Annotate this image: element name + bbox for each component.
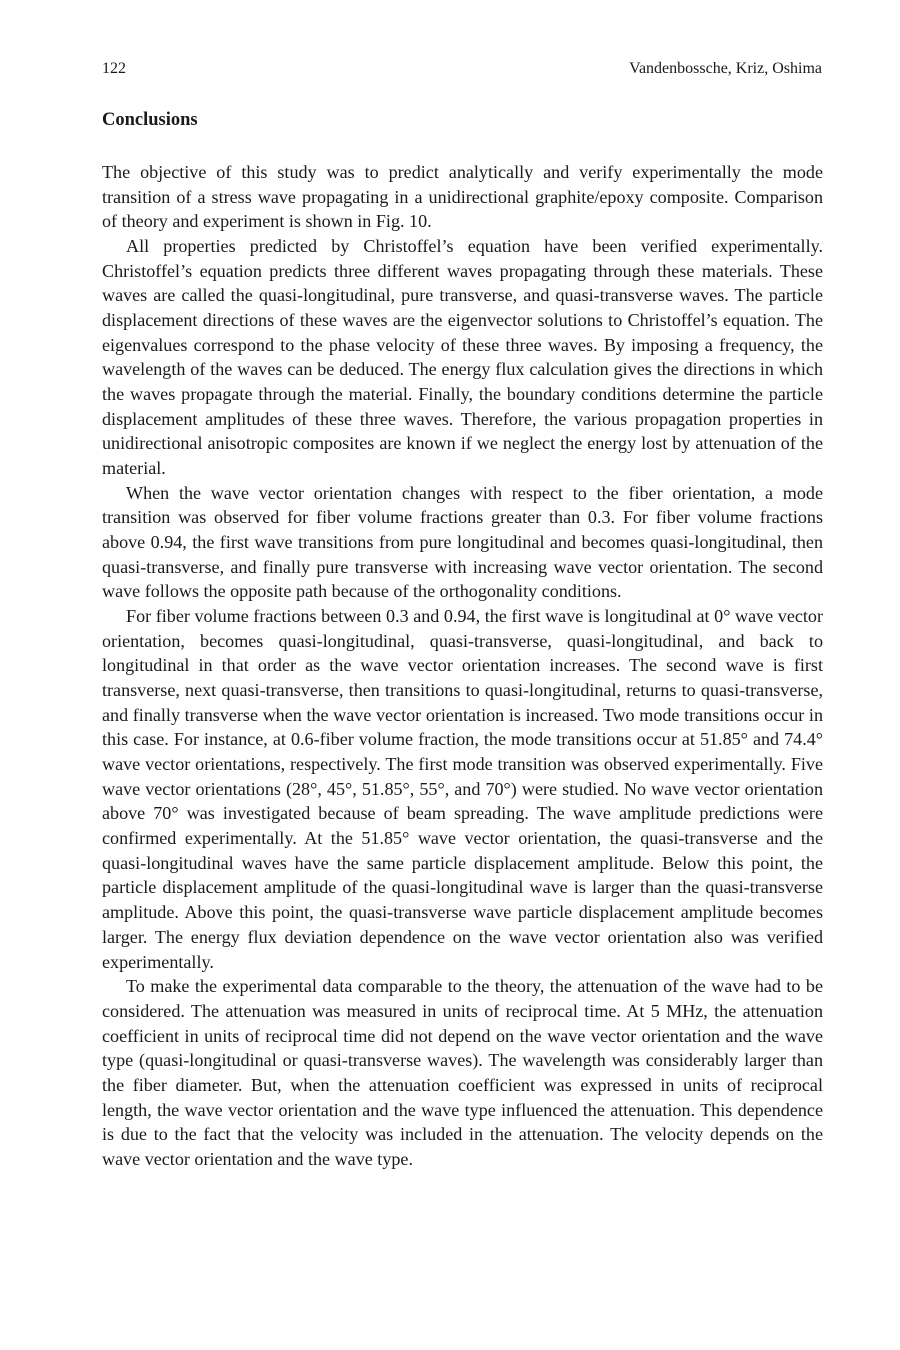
paragraph: When the wave vector orientation changes with respect to the fiber orientation, a mode transition was observed for fiber volume fractions greater than 0.3. For fiber volume fractions above 0.94, the first wave transitions from pure longitudinal and becomes quasi-longitudinal, then quasi-transverse, and finally pure transverse with increasing wave vector orientation. The second wave follows the opposite path because of the orthogonality conditions. — [102, 482, 823, 602]
paragraph: To make the experimental data comparable to the theory, the attenuation of the wave had to be considered. The attenuation was measured in units of reciprocal time. At 5 MHz, the attenuation coefficient in units of reciprocal time did not depend on the wave vector orientation and the wave type (quasi-longitudinal or quasi-transverse waves). The wavelength was considerably larger than the fiber diameter. But, when the attenuation coefficient was expressed in units of reciprocal length, the wave vector orientation and the wave type influenced the attenuation. This dependence is due to the fact that the velocity was included in the attenuation. The velocity depends on the wave vector orientation and the wave type. — [102, 976, 823, 1169]
running-header — [102, 60, 822, 82]
section-body — [102, 160, 823, 1172]
running-head-authors: Vandenbossche, Kriz, Oshima — [629, 60, 822, 77]
paragraph: The objective of this study was to predict analytically and verify experimentally the mode transition of a stress wave propagating in a unidirectional graphite/epoxy composite. Comparison of theory and experiment is shown in Fig. 10. — [102, 162, 823, 232]
paragraph: For fiber volume fractions between 0.3 and 0.94, the first wave is longitudinal at 0° wave vector orientation, becomes quasi-longitudinal, quasi-transverse, quasi-longitudinal, and back to longitudinal in that order as the wave vector orientation increases. The second wave is first transverse, next quasi-transverse, then transitions to quasi-longitudinal, returns to quasi-transverse, and finally transverse when the wave vector orientation is increased. Two mode transitions occur in this case. For instance, at 0.6-fiber volume fraction, the mode transitions occur at 51.85° and 74.4° wave vector orientations, respectively. The first mode transition was observed experimentally. Five wave vector orientations (28°, 45°, 51.85°, 55°, and 70°) were studied. No wave vector orientation above 70° was investigated because of beam spreading. The wave amplitude predictions were confirmed experimentally. At the 51.85° wave vector orientation, the quasi-transverse and the quasi-longitudinal waves have the same particle displacement amplitude. Below this point, the particle displacement amplitude of the quasi-longitudinal wave is larger than the quasi-transverse amplitude. Above this point, the quasi-transverse wave particle displacement amplitude becomes larger. The energy flux deviation dependence on the wave vector orientation also was verified experimentally. — [102, 606, 823, 972]
section-heading: Conclusions — [102, 110, 198, 130]
paragraph: All properties predicted by Christoffel’s equation have been verified experimentally. Christoffel’s equation predicts three different waves propagating through these materials. These waves are called the quasi-longitudinal, pure transverse, and quasi-transverse waves. The particle displacement directions of these waves are the eigenvector solutions to Christoffel’s equation. The eigenvalues correspond to the phase velocity of these three waves. By imposing a frequency, the wavelength of the waves can be deduced. The energy flux calculation gives the directions in which the waves propagate through the material. Finally, the boundary conditions determine the particle displacement amplitudes of these three waves. Therefore, the various propagation properties in unidirectional anisotropic composites are known if we neglect the energy lost by attenuation of the material. — [102, 236, 823, 479]
page-number: 122 — [102, 60, 126, 77]
